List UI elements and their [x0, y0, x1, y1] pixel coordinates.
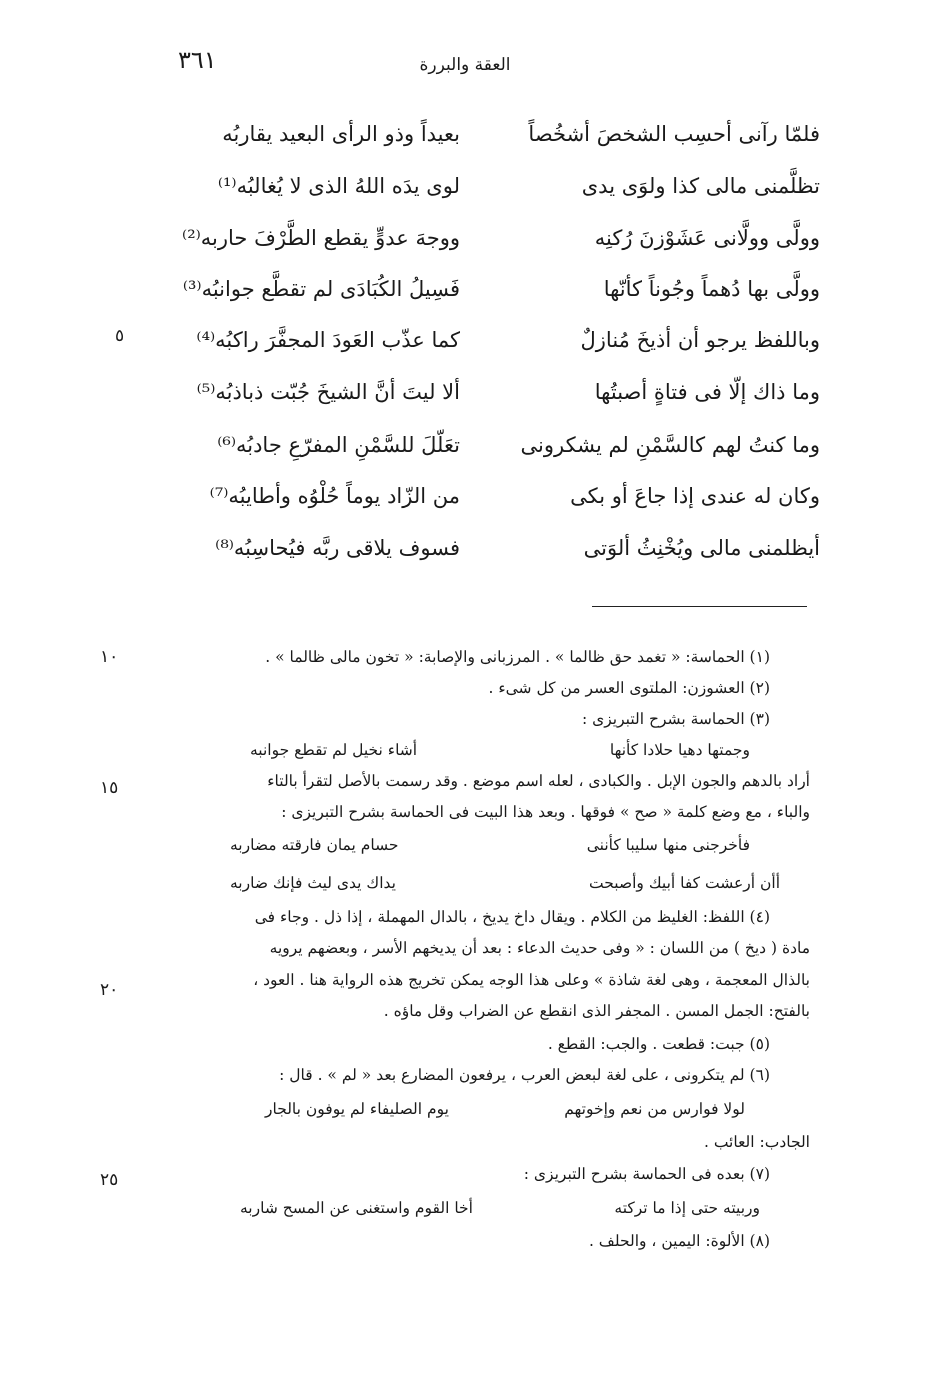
footnote-text-line: بالفتح: الجمل المسن . المجفر الذى انقطع عن الضراب وقل ماؤه . — [383, 1002, 810, 1020]
verse-first-hemistich: وولَّى بها دُهماً وجُوناً كأنّها — [603, 277, 820, 301]
margin-line-number: ٢٠ — [100, 980, 119, 1000]
margin-line-number: ١٠ — [100, 647, 119, 667]
footnote-verse — [265, 1100, 745, 1130]
verse-second-hemistich: يوم الصليفاء لم يوفون بالجار — [265, 1100, 449, 1118]
verse-second-hemistich: حسام يمان فارقته مضاربه — [230, 836, 399, 854]
verse-first-hemistich: أيظلمنى مالى ويُخْنِثُ ألوَتى — [583, 536, 820, 560]
footnote-6: (٦) لم يتكرونى ، على لغة لبعض العرب ، يرفعون المضارع بعد « لم » . قال : — [279, 1066, 770, 1084]
verse-first-hemistich: وولَّى وولَّانى عَشَوْزنَ رُكنِه — [594, 226, 820, 250]
footnote-text-line: أراد بالدهم والجون الإبل . والكبادى ، لعله اسم موضع . وقد رسمت بالأصل لتقرأ بالتاء — [267, 772, 810, 790]
footnote-verse — [250, 741, 750, 771]
verse-first-hemistich: وربيته حتى إذا ما تركته — [614, 1199, 760, 1217]
footnote-verse — [230, 874, 780, 904]
verse-line — [120, 526, 820, 578]
footnote-verse — [230, 836, 750, 866]
verse-second-hemistich: ألا ليتَ أنَّ الشيخَ جُبّت ذباذبُه⁽⁵⁾ — [196, 380, 460, 404]
page-number: ٣٦١ — [178, 46, 217, 74]
footnote-1: (١) الحماسة: « تغمد حق ظالما » . المرزبانى والإصابة: « تخون مالى ظالما » . — [265, 648, 770, 666]
margin-line-number: ٢٥ — [100, 1170, 119, 1190]
verse-first-hemistich: وما ذاك إلّا فى فتاةٍ أصبتُها — [594, 380, 820, 404]
verse-first-hemistich: تظلَّمنى مالى كذا ولوَى يدى — [581, 174, 820, 198]
verse-second-hemistich: فسوف يلاقى ربَّه فيُحاسِبُه⁽⁸⁾ — [215, 536, 460, 560]
footnote-2: (٢) العشوزن: الملتوى العسر من كل شىء . — [488, 679, 770, 697]
verse-second-hemistich: تعَلّلَ للسَّمْنِ المفرّعِ جادبُه⁽⁶⁾ — [217, 433, 460, 457]
verse-first-hemistich: فأخرجنى منها سليبا كأننى — [586, 836, 750, 854]
footnote-7: (٧) بعده فى الحماسة بشرح التبريزى : — [523, 1165, 770, 1183]
footnote-3: (٣) الحماسة بشرح التبريزى : — [581, 710, 770, 728]
verse-first-hemistich: فلمّا رآنى أحسِب الشخصَ أشخُصاً — [528, 122, 820, 146]
verse-first-hemistich: وباللفظ يرجو أن أذيخَ مُنازلٌ — [580, 328, 820, 352]
verse-second-hemistich: من الزّاد يوماً حُلْوُه وأطايبُه⁽⁷⁾ — [209, 484, 460, 508]
verse-line — [120, 267, 820, 319]
footnote-8: (٨) الألوة: اليمين ، والحلف . — [588, 1232, 770, 1250]
verse-second-hemistich: بعيداً وذو الرأى البعيد يقاربُه — [222, 122, 460, 146]
verse-second-hemistich: يداك يدى ليث فإنك ضاربه — [230, 874, 396, 892]
footnote-text-line: والباء ، مع وضع كلمة « صح » فوقها . وبعد هذا البيت فى الحماسة بشرح التبريزى : — [281, 803, 810, 821]
verse-second-hemistich: لوى يدَه اللهُ الذى لا يُغالبُه⁽¹⁾ — [217, 174, 460, 198]
verse-line — [120, 318, 820, 370]
verse-first-hemistich: وجمتها دهيا حلادا كأنها — [609, 741, 750, 759]
verse-line — [120, 474, 820, 526]
verse-line — [120, 164, 820, 216]
margin-line-number: ٥ — [115, 326, 125, 346]
margin-line-number: ١٥ — [100, 778, 119, 798]
running-title: العقة والبررة — [419, 55, 511, 75]
verse-line — [120, 423, 820, 475]
footnote-text-line: بالذال المعجمة ، وهى لغة شاذة » وعلى هذا الوجه يمكن تخريج هذه الرواية هنا . العود ، — [253, 971, 810, 989]
verse-line — [120, 216, 820, 268]
footnote-separator — [592, 606, 807, 607]
footnote-4: (٤) اللفظ: الغليظ من الكلام . ويقال داخ يديخ ، بالدال المهملة ، إذا ذل . وجاء فى — [254, 908, 770, 926]
verse-line — [120, 370, 820, 422]
verse-second-hemistich: أخا القوم واستغنى عن المسح شاربه — [240, 1199, 473, 1217]
verse-second-hemistich: أشاء نخيل لم تقطع جوانبه — [250, 741, 418, 759]
footnote-text-line: الجادب: العائب . — [703, 1133, 810, 1151]
verse-second-hemistich: ووجهَ عدوٍّ يقطع الطَّرْفَ حاربه⁽²⁾ — [182, 226, 460, 250]
verse-first-hemistich: وما كنتُ لهم كالسَّمْنِ لم يشكرونى — [520, 433, 820, 457]
footnote-5: (٥) جبت: قطعت . والجب: القطع . — [547, 1035, 770, 1053]
verse-first-hemistich: لولا فوارس من نعم وإخوتهم — [564, 1100, 745, 1118]
verse-first-hemistich: أأن أرعشت كفا أبيك وأصبحت — [589, 874, 780, 892]
verse-second-hemistich: كما عذّب العَودَ المجفَّرَ راكبُه⁽⁴⁾ — [196, 328, 460, 352]
footnote-text-line: مادة ( ديخ ) من اللسان : « وفى حديث الدعاء : بعد أن يديخهم الأسر ، وبعضهم يرويه — [269, 939, 810, 957]
footnote-verse — [240, 1199, 760, 1229]
verse-second-hemistich: فَسِيلُ الكُبَادَى لم تقطَّع جوانبُه⁽³⁾ — [182, 277, 460, 301]
verse-first-hemistich: وكان له عندى إذا جاعَ أو بكى — [570, 484, 820, 508]
verse-line — [120, 112, 820, 164]
